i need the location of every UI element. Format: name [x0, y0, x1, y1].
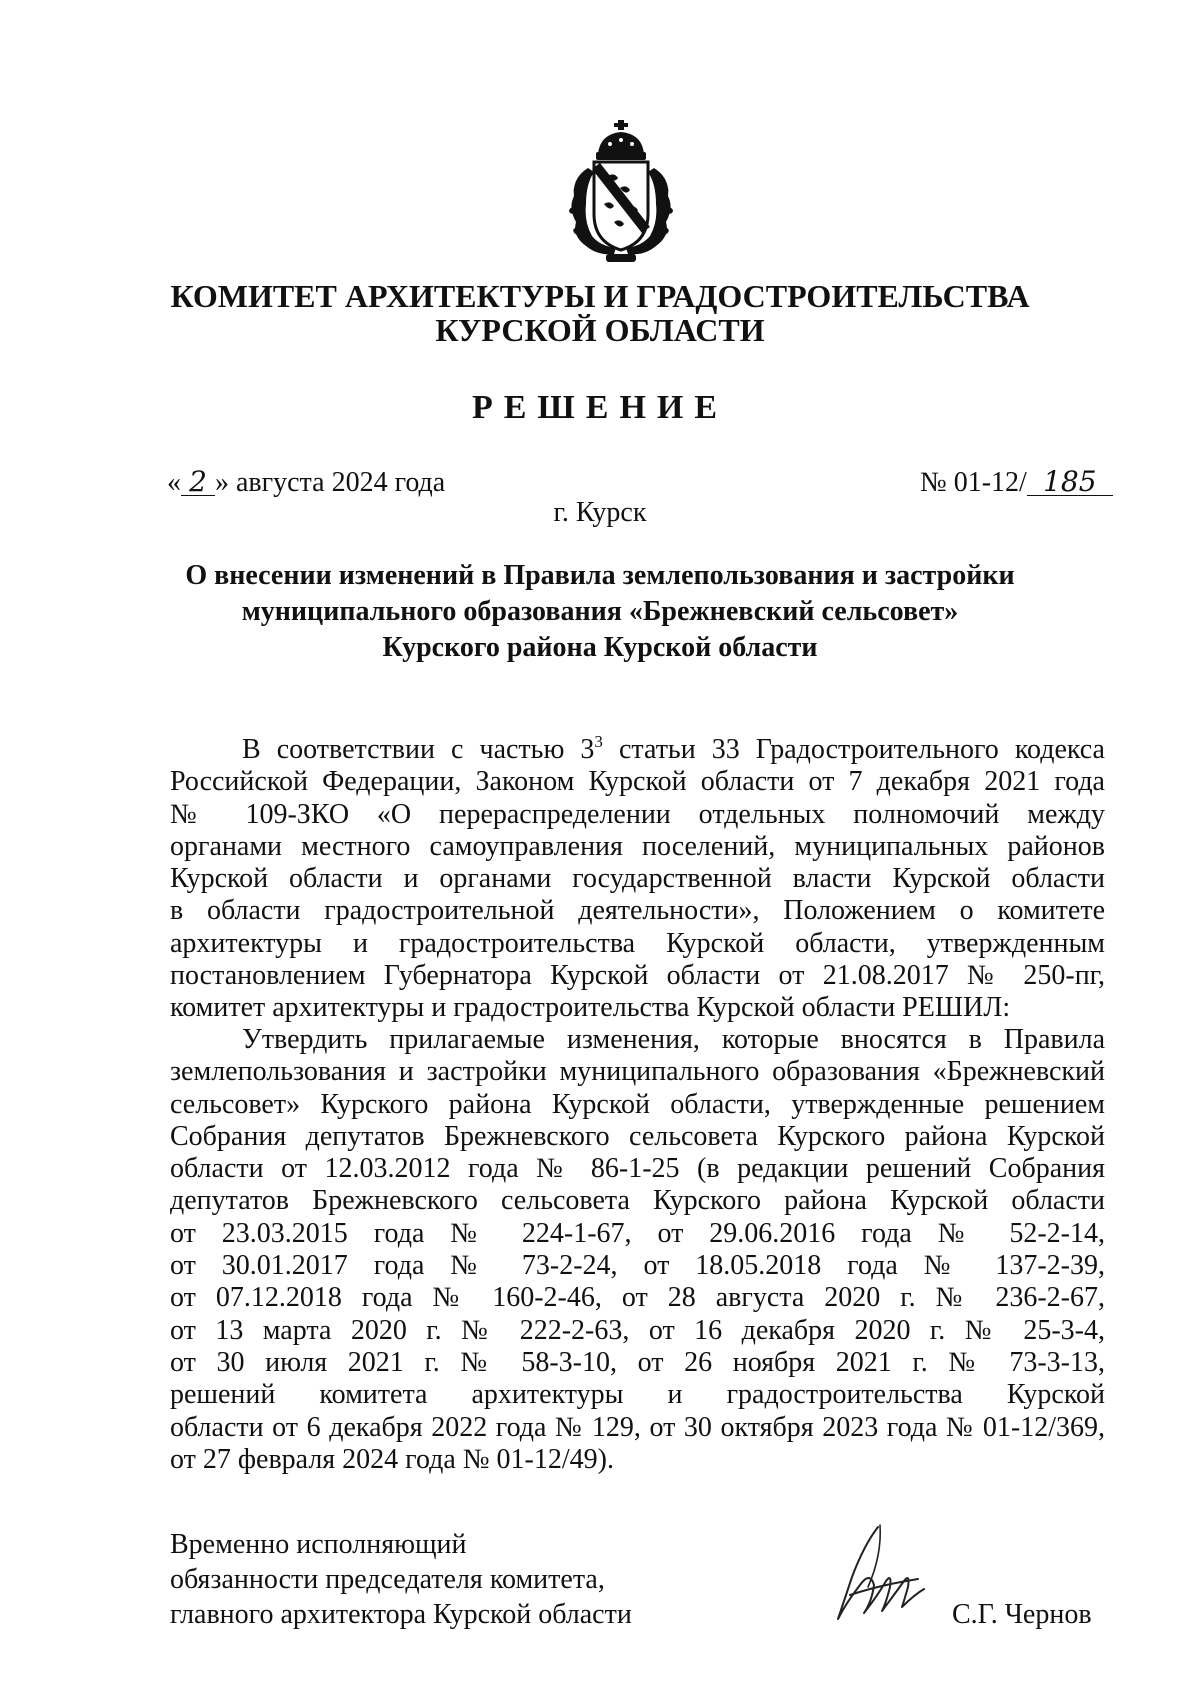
- number-handwritten: 185: [1027, 469, 1113, 496]
- paragraph-line: депутатов Брежневского сельсовета Курского района Курской области: [170, 1185, 1105, 1217]
- document-date: [167, 467, 445, 499]
- signer-role-line-1: Временно исполняющий: [170, 1529, 467, 1560]
- paragraph-line: от 30 июля 2021 г. № 58-3-10, от 26 ноября 2021 г. № 73-3-13,: [170, 1346, 1105, 1378]
- paragraph-line: архитектуры и градостроительства Курской области, утвержденным: [170, 927, 1105, 959]
- document-title-line-3: Курского района Курской области: [382, 632, 818, 663]
- date-suffix: » августа 2024 года: [215, 467, 446, 498]
- signer-name: С.Г. Чернов: [952, 1599, 1092, 1630]
- document-type-heading: РЕШЕНИЕ: [471, 389, 729, 426]
- paragraph-line: № 109-ЗКО «О перераспределении отдельных полномочий между: [170, 798, 1105, 830]
- number-prefix: № 01-12/: [920, 467, 1027, 498]
- paragraph-line: в области градостроительной деятельности», Положением о комитете: [170, 895, 1105, 927]
- date-prefix: «: [167, 467, 181, 498]
- paragraph-line: от 23.03.2015 года № 224-1-67, от 29.06.2016 года № 52-2-14,: [170, 1217, 1105, 1249]
- paragraph-line: области от 12.03.2012 года № 86-1-25 (в редакции решений Собрания: [170, 1153, 1105, 1185]
- document-title-line-2: муниципального образования «Брежневский сельсовет»: [241, 596, 959, 627]
- paragraph-line: сельсовет» Курского района Курской области, утвержденные решением: [170, 1088, 1105, 1120]
- organization-name-line-1: КОМИТЕТ АРХИТЕКТУРЫ И ГРАДОСТРОИТЕЛЬСТВА: [170, 278, 1030, 314]
- line-text: статьи 33 Градостроительного кодекса: [602, 734, 1105, 765]
- paragraph-line: решений комитета архитектуры и градостроительства Курской: [170, 1379, 1105, 1411]
- paragraph-line: от 30.01.2017 года № 73-2-24, от 18.05.2018 года № 137-2-39,: [170, 1250, 1105, 1282]
- paragraph-line: Курской области и органами государственной власти Курской области: [170, 863, 1105, 895]
- paragraph-line: от 07.12.2018 года № 160-2-46, от 28 августа 2020 г. № 236-2-67,: [170, 1282, 1105, 1314]
- paragraph-line: от 13 марта 2020 г. № 222-2-63, от 16 декабря 2020 г. № 25-3-4,: [170, 1314, 1105, 1346]
- document-title-line-1: О внесении изменений в Правила землепользования и застройки: [185, 560, 1015, 591]
- document-city: г. Курск: [553, 497, 647, 528]
- signer-role-line-2: обязанности председателя комитета,: [170, 1564, 605, 1595]
- body-paragraph-1: [170, 734, 1105, 1025]
- paragraph-line: Утвердить прилагаемые изменения, которые вносятся в Правила: [242, 1024, 1105, 1055]
- date-day-handwritten: 2: [181, 469, 215, 496]
- superscript: 3: [594, 732, 603, 751]
- body-paragraph-2: [170, 1024, 1105, 1476]
- paragraph-line: Собрания депутатов Брежневского сельсовета Курского района Курской: [170, 1120, 1105, 1152]
- coat-of-arms-icon: [558, 118, 684, 268]
- paragraph-line: от 27 февраля 2024 года № 01-12/49).: [170, 1443, 614, 1475]
- paragraph-line: [170, 734, 1105, 766]
- paragraph-line: области от 6 декабря 2022 года № 129, от 30 октября 2023 года № 01-12/369,: [170, 1411, 1105, 1443]
- organization-name-line-2: КУРСКОЙ ОБЛАСТИ: [435, 312, 765, 348]
- document-number: [920, 467, 1113, 499]
- paragraph-line: землепользования и застройки муниципального образования «Брежневский: [170, 1056, 1105, 1088]
- signer-role-line-3: главного архитектора Курской области: [170, 1599, 632, 1630]
- paragraph-line: постановлением Губернатора Курской области от 21.08.2017 № 250-пг,: [170, 960, 1105, 992]
- handwritten-signature-icon: [820, 1515, 940, 1635]
- paragraph-line: комитет архитектуры и градостроительства Курской области РЕШИЛ:: [170, 992, 1011, 1024]
- line-text: В соответствии с частью 3: [242, 734, 595, 765]
- paragraph-line: Российской Федерации, Законом Курской области от 7 декабря 2021 года: [170, 766, 1105, 798]
- paragraph-line: органами местного самоуправления поселений, муниципальных районов: [170, 830, 1105, 862]
